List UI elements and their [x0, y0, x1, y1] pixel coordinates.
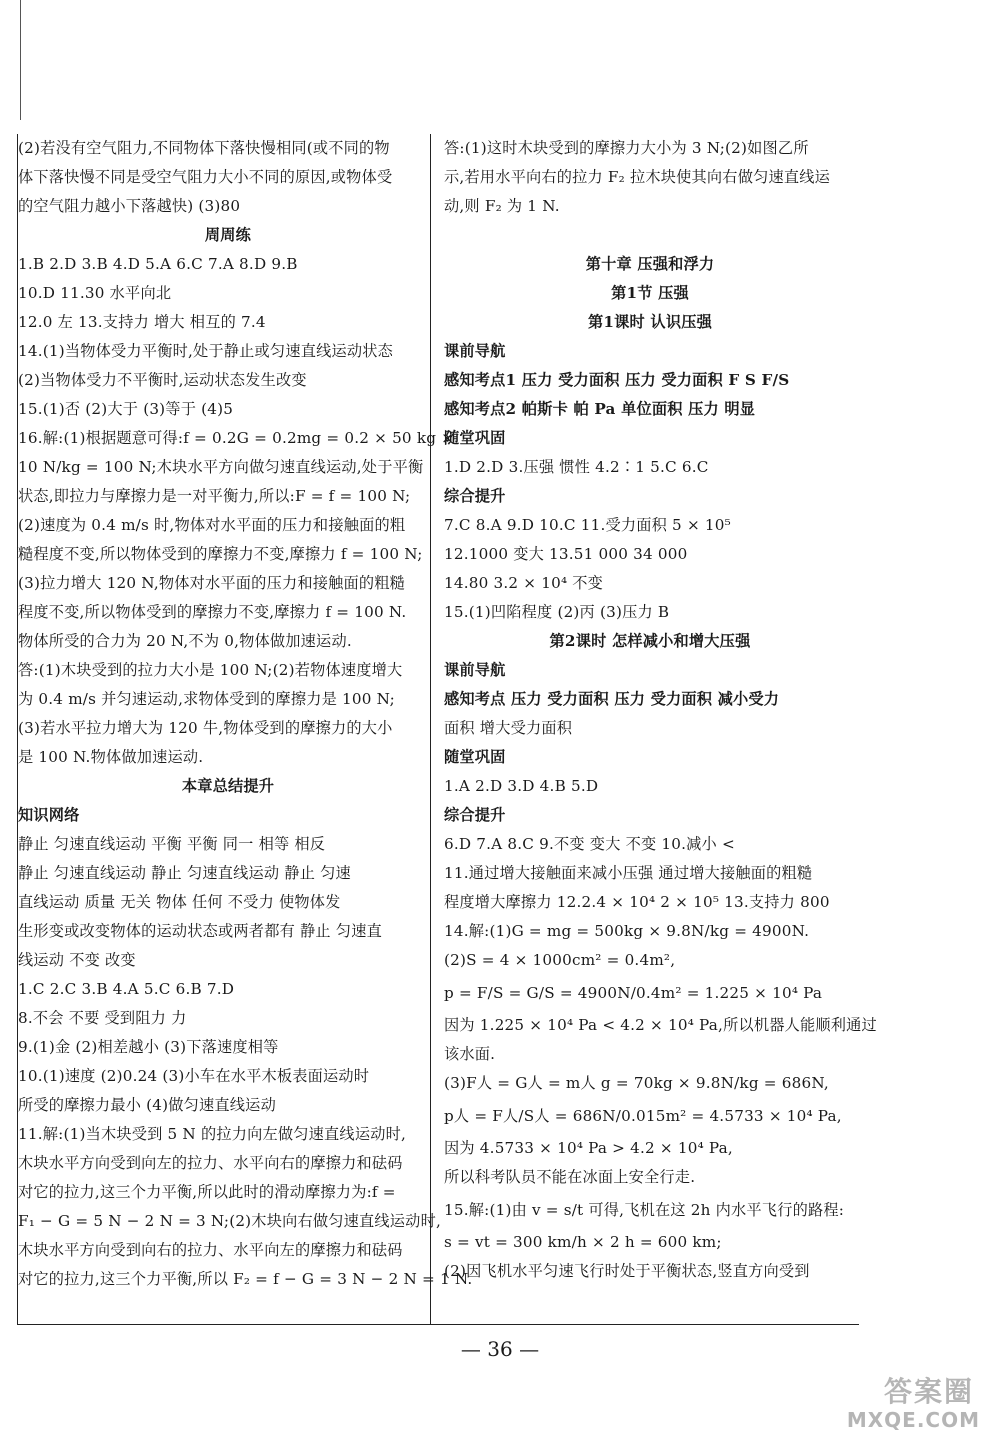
text-line: 状态,即拉力与摩擦力是一对平衡力,所以:F = f = 100 N; [18, 487, 411, 505]
text-line: 第2课时 怎样减小和增大压强 [549, 632, 751, 650]
text-line: 随堂巩固 [444, 429, 506, 447]
text-line: 7.C 8.A 9.D 10.C 11.受力面积 5 × 10⁵ [444, 516, 731, 534]
text-line: 静止 匀速直线运动 平衡 平衡 同一 相等 相反 [18, 835, 326, 853]
text-line: 14.解:(1)G = mg = 500kg × 9.8N/kg = 4900N. [444, 922, 810, 940]
text-line: F₁ − G = 5 N − 2 N = 3 N;(2)木块向右做匀速直线运动时, [18, 1212, 441, 1230]
text-line: (2)因飞机水平匀速飞行时处于平衡状态,竖直方向受到 [444, 1262, 810, 1280]
text-line: 程度增大摩擦力 12.2.4 × 10⁴ 2 × 10⁵ 13.支持力 800 [444, 893, 830, 911]
text-line: 课前导航 [444, 342, 506, 360]
text-line: 14.80 3.2 × 10⁴ 不变 [444, 574, 604, 592]
text-line: 1.B 2.D 3.B 4.D 5.A 6.C 7.A 8.D 9.B [18, 255, 298, 273]
text-line: 体下落快慢不同是受空气阻力大小不同的原因,或物体受 [18, 168, 393, 186]
text-line: 糙程度不变,所以物体受到的摩擦力不变,摩擦力 f = 100 N; [18, 545, 423, 563]
text-line: 15.解:(1)由 v = s/t 可得,飞机在这 2h 内水平飞行的路程: [444, 1201, 845, 1219]
binding-line [20, 0, 21, 120]
text-line: 10.D 11.30 水平向北 [18, 284, 172, 302]
text-line: 感知考点2 帕斯卡 帕 Pa 单位面积 压力 明显 [444, 400, 756, 418]
text-line: 感知考点1 压力 受力面积 压力 受力面积 F S F/S [444, 371, 790, 389]
watermark-url: MXQE.COM [846, 1408, 980, 1432]
text-line: 对它的拉力,这三个力平衡,所以此时的滑动摩擦力为:f = [18, 1183, 396, 1201]
text-line: 16.解:(1)根据题意可得:f = 0.2G = 0.2mg = 0.2 × 50 kg × [18, 429, 455, 447]
text-line: (2)若没有空气阻力,不同物体下落快慢相同(或不同的物 [18, 139, 390, 157]
text-line: 12.1000 变大 13.51 000 34 000 [444, 545, 688, 563]
text-line: 综合提升 [444, 806, 506, 824]
page-number: — 36 — [460, 1337, 540, 1361]
text-line: 感知考点 压力 受力面积 压力 受力面积 减小受力 [444, 690, 780, 708]
text-line: 木块水平方向受到向左的拉力、水平向右的摩擦力和砝码 [18, 1154, 403, 1172]
text-line: (3)若水平拉力增大为 120 牛,物体受到的摩擦力的大小 [18, 719, 393, 737]
text-line: p = F/S = G/S = 4900N/0.4m² = 1.225 × 10⁴ Pa [444, 984, 823, 1002]
text-line: 直线运动 质量 无关 物体 任何 不受力 使物体发 [18, 893, 341, 911]
text-line: 第1课时 认识压强 [588, 313, 712, 331]
text-line: 10 N/kg = 100 N;木块水平方向做匀速直线运动,处于平衡 [18, 458, 424, 476]
text-line: 示,若用水平向右的拉力 F₂ 拉木块使其向右做匀速直线运 [444, 168, 831, 186]
text-line: 物体所受的合力为 20 N,不为 0,物体做加速运动. [18, 632, 352, 650]
text-line: p人 = F人/S人 = 686N/0.015m² = 4.5733 × 10⁴ Pa, [444, 1107, 842, 1125]
text-line: 该水面. [444, 1045, 496, 1063]
text-line: 随堂巩固 [444, 748, 506, 766]
text-line: 程度不变,所以物体受到的摩擦力不变,摩擦力 f = 100 N. [18, 603, 407, 621]
text-line: 的空气阻力越小下落越快) (3)80 [18, 197, 241, 215]
text-line: 第十章 压强和浮力 [585, 255, 715, 273]
text-line: 11.通过增大接触面来减小压强 通过增大接触面的粗糙 [444, 864, 813, 882]
text-line: 1.A 2.D 3.D 4.B 5.D [444, 777, 599, 795]
text-line: 对它的拉力,这三个力平衡,所以 F₂ = f − G = 3 N − 2 N = 1 N. [18, 1270, 473, 1288]
text-line: 12.0 左 13.支持力 增大 相互的 7.4 [18, 313, 266, 331]
text-line: 知识网络 [18, 806, 80, 824]
text-line: 木块水平方向受到向右的拉力、水平向左的摩擦力和砝码 [18, 1241, 403, 1259]
text-line: 8.不会 不要 受到阻力 力 [18, 1009, 187, 1027]
text-line: 静止 匀速直线运动 静止 匀速直线运动 静止 匀速 [18, 864, 351, 882]
watermark [790, 1370, 980, 1432]
text-line: 线运动 不变 改变 [18, 951, 136, 969]
text-line: 15.(1)否 (2)大于 (3)等于 (4)5 [18, 400, 234, 418]
text-line: 第1节 压强 [611, 284, 689, 302]
text-line: 所受的摩擦力最小 (4)做匀速直线运动 [18, 1096, 276, 1114]
text-line: 10.(1)速度 (2)0.24 (3)小车在水平木板表面运动时 [18, 1067, 370, 1085]
text-line: 综合提升 [444, 487, 506, 505]
text-line: 15.(1)凹陷程度 (2)丙 (3)压力 B [444, 603, 670, 621]
text-line: s = vt = 300 km/h × 2 h = 600 km; [444, 1233, 722, 1251]
text-line: (2)速度为 0.4 m/s 时,物体对水平面的压力和接触面的粗 [18, 516, 406, 534]
text-line: 生形变或改变物体的运动状态或两者都有 静止 匀速直 [18, 922, 382, 940]
bottom-rule [17, 1324, 859, 1325]
text-line [444, 221, 856, 250]
text-line: 答:(1)木块受到的拉力大小是 100 N;(2)若物体速度增大 [18, 661, 403, 679]
text-line: (2)S = 4 × 1000cm² = 0.4m², [444, 951, 676, 969]
text-line: 11.解:(1)当木块受到 5 N 的拉力向左做匀速直线运动时, [18, 1125, 407, 1143]
text-line: 1.C 2.C 3.B 4.A 5.C 6.B 7.D [18, 980, 235, 998]
text-line: 课前导航 [444, 661, 506, 679]
text-line: (3)F人 = G人 = m人 g = 70kg × 9.8N/kg = 686N, [444, 1074, 829, 1092]
text-line: 14.(1)当物体受力平衡时,处于静止或匀速直线运动状态 [18, 342, 394, 360]
text-line: 为 0.4 m/s 并匀速运动,求物体受到的摩擦力是 100 N; [18, 690, 395, 708]
watermark-logo-text: 答案圈 [883, 1375, 974, 1408]
text-line: 9.(1)金 (2)相差越小 (3)下落速度相等 [18, 1038, 279, 1056]
text-line: (2)当物体受力不平衡时,运动状态发生改变 [18, 371, 307, 389]
text-line: 1.D 2.D 3.压强 惯性 4.2∶1 5.C 6.C [444, 458, 709, 476]
text-line: 6.D 7.A 8.C 9.不变 变大 不变 10.减小 < [444, 835, 735, 853]
text-line: 答:(1)这时木块受到的摩擦力大小为 3 N;(2)如图乙所 [444, 139, 809, 157]
text-line: 动,则 F₂ 为 1 N. [444, 197, 560, 215]
text-line: 本章总结提升 [181, 777, 275, 795]
text-line: (3)拉力增大 120 N,物体对水平面的压力和接触面的粗糙 [18, 574, 406, 592]
text-line: 所以科考队员不能在冰面上安全行走. [444, 1168, 696, 1186]
text-line: 是 100 N.物体做加速运动. [18, 748, 204, 766]
text-line: 因为 4.5733 × 10⁴ Pa > 4.2 × 10⁴ Pa, [444, 1139, 733, 1157]
text-line: 周周练 [204, 226, 252, 244]
text-line: 面积 增大受力面积 [444, 719, 573, 737]
text-line: 因为 1.225 × 10⁴ Pa < 4.2 × 10⁴ Pa,所以机器人能顺利通过 [444, 1016, 877, 1034]
right-column [444, 134, 877, 1286]
